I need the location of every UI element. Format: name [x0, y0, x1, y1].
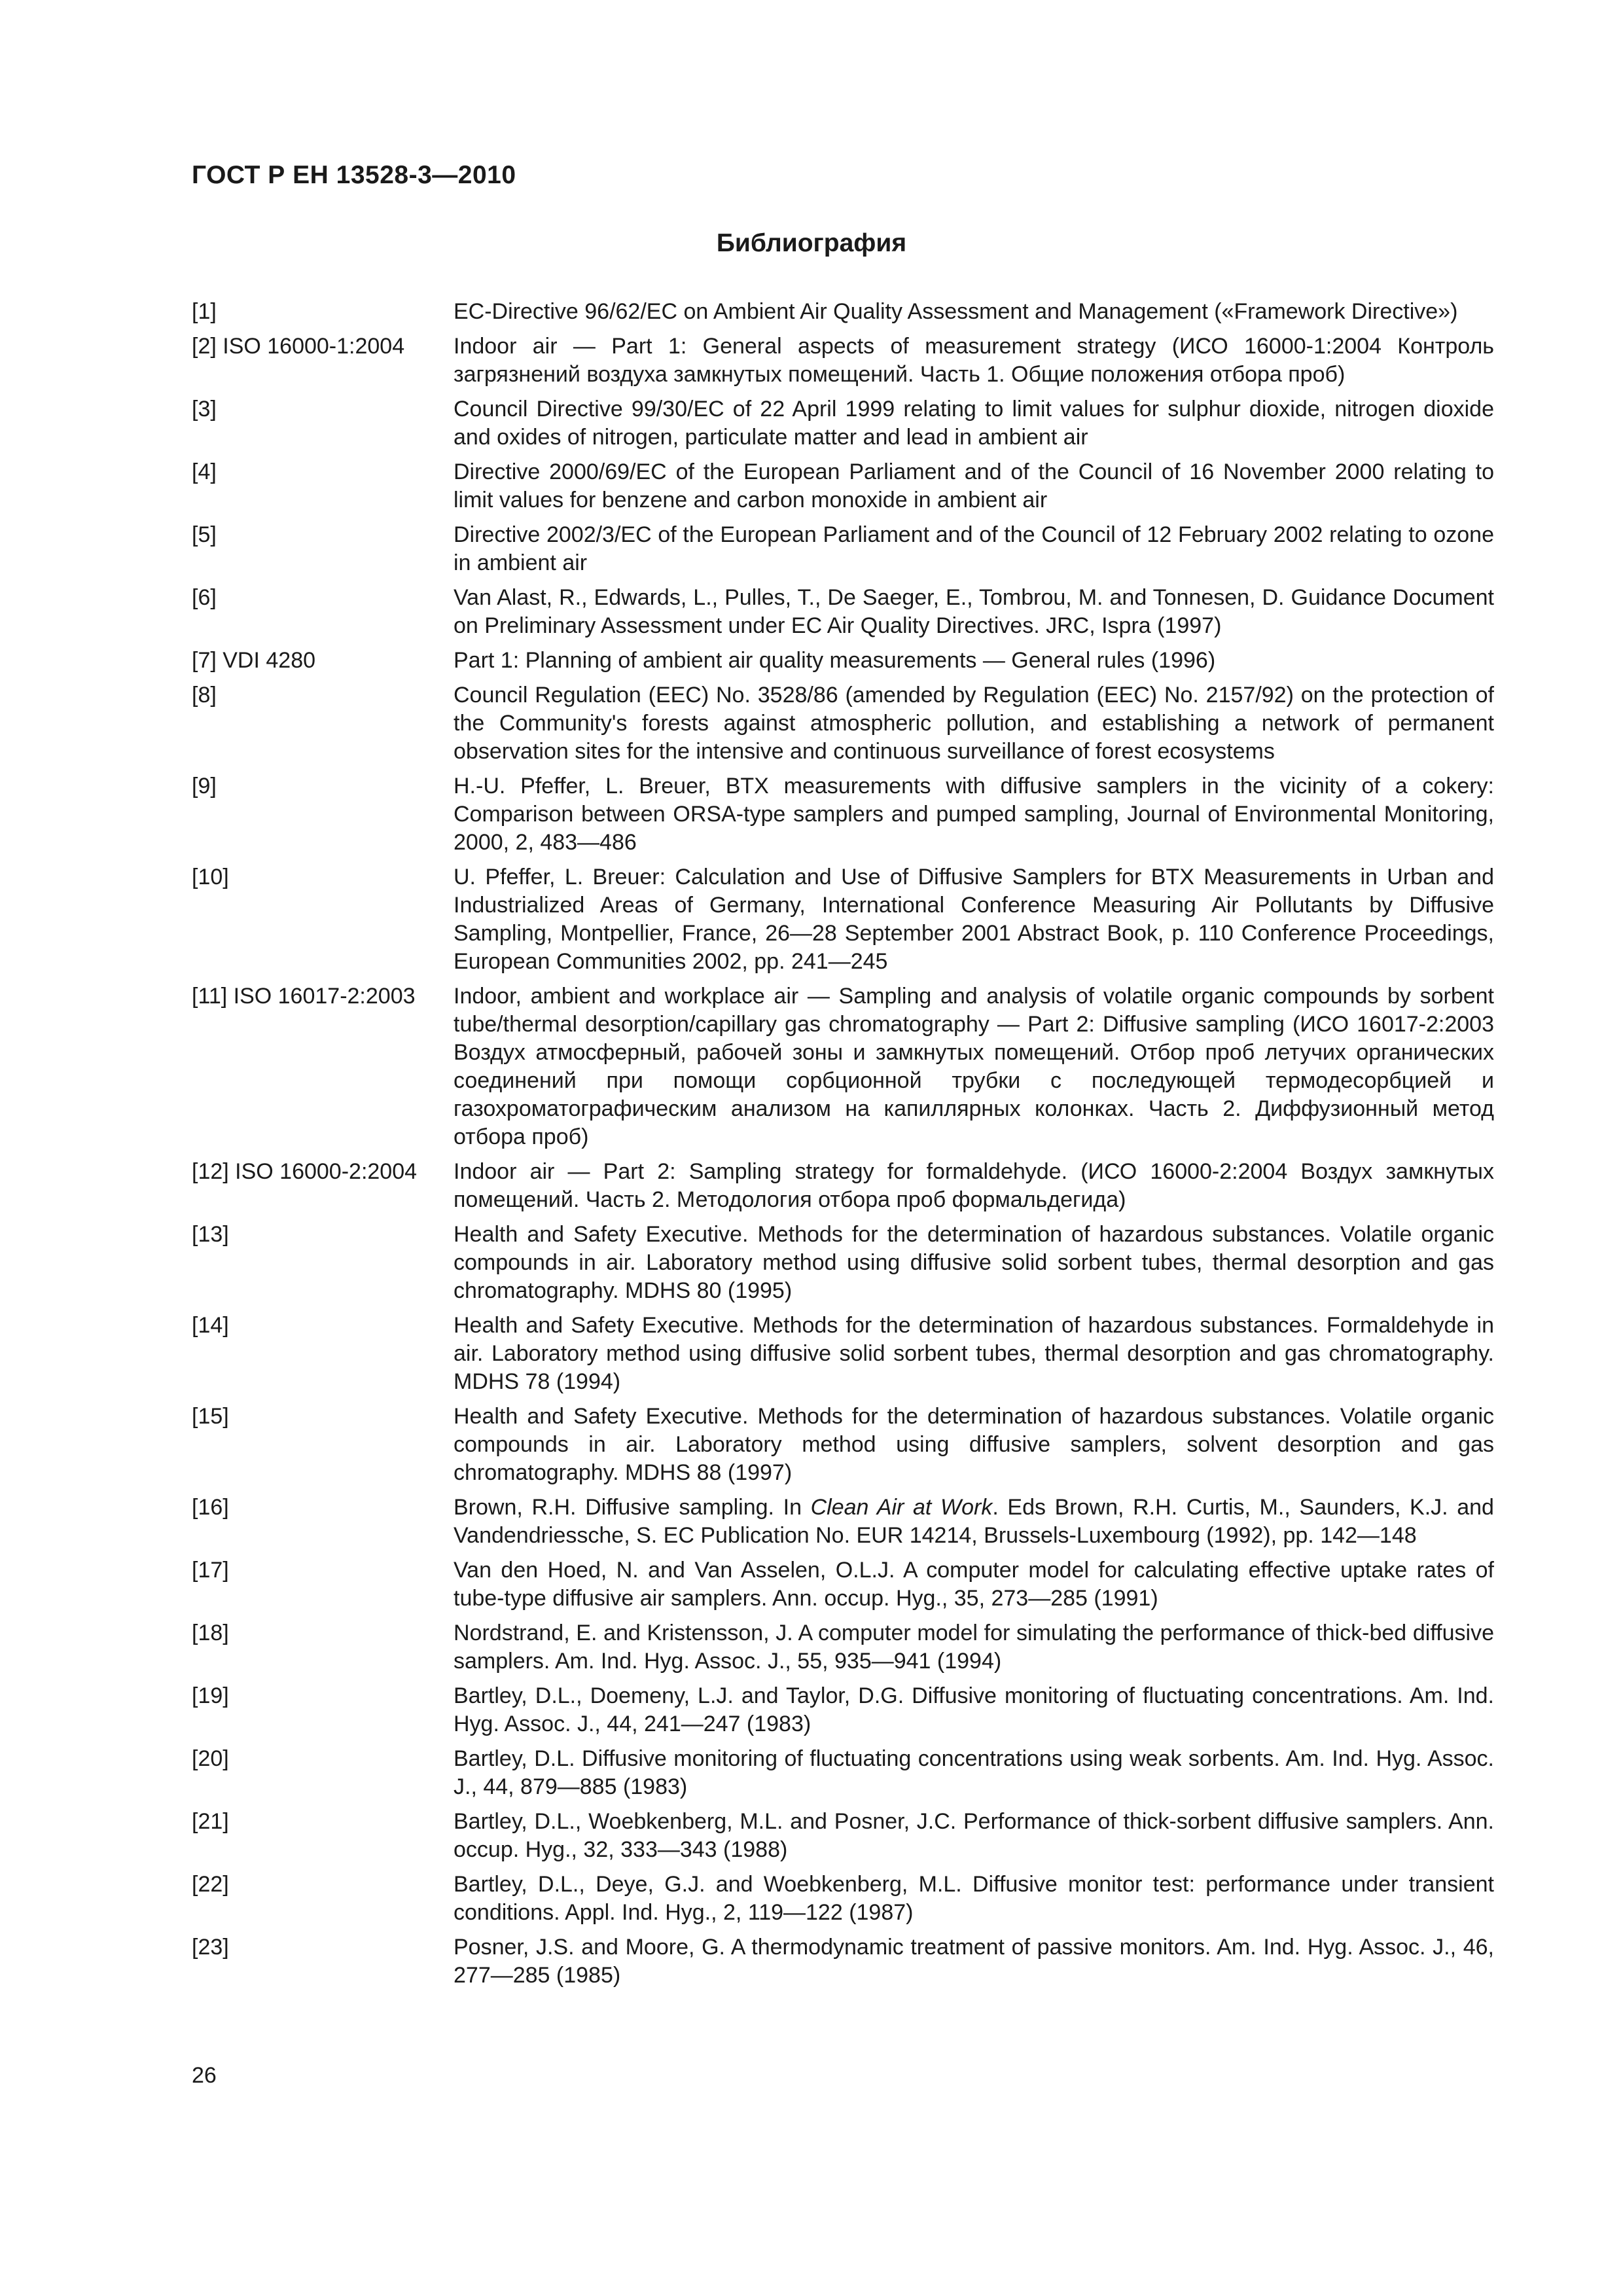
reference-key: [23]: [192, 1935, 229, 1960]
reference-item: [192, 1682, 1494, 1738]
reference-item: [192, 332, 1494, 389]
reference-text: [454, 1494, 1494, 1550]
reference-item: [192, 1221, 1494, 1305]
reference-text: Directive 2002/3/EC of the European Parliament and of the Council of 12 February 2002 relating to ozone in ambient air: [454, 522, 1494, 575]
reference-key: [12] ISO 16000-2:2004: [192, 1159, 418, 1184]
reference-item: [192, 458, 1494, 514]
reference-text: Indoor air — Part 2: Sampling strategy for formaldehyde. (ИСО 16000-2:2004 Воздух замкнутых помещений. Часть 2. Методология отбора проб формальдегида): [454, 1159, 1494, 1212]
reference-key: [19]: [192, 1683, 229, 1708]
reference-item: [192, 647, 1494, 675]
reference-item: [192, 1933, 1494, 1990]
reference-key: [8]: [192, 683, 217, 708]
reference-item: [192, 1403, 1494, 1487]
reference-list: [192, 298, 1494, 1996]
document-code: ГОСТ Р ЕН 13528-3—2010: [192, 161, 516, 189]
reference-italic-title: Clean Air at Work: [810, 1495, 993, 1520]
reference-item: [192, 1619, 1494, 1676]
reference-item: [192, 521, 1494, 577]
reference-text: Indoor, ambient and workplace air — Sampling and analysis of volatile organic compounds by sorbent tube/thermal desorption/capillary gas chromatography — Part 2: Diffusive sampling (ИСО 16017-2:2003 Воздух атмосферный, рабочей зоны и замкнутых помещений. Отбор проб летучих органических соединений при помощи сорбционной трубки с последующей термодесорбцией и газохроматографическим анализом на капиллярных колонках. Часть 2. Диффузионный метод отбора проб): [454, 984, 1494, 1149]
reference-key: [1]: [192, 299, 217, 324]
reference-text: Bartley, D.L., Deye, G.J. and Woebkenberg, M.L. Diffusive monitor test: performance under transient conditions. Appl. Ind. Hyg., 2, 119—122 (1987): [454, 1872, 1494, 1925]
reference-key: [16]: [192, 1495, 229, 1520]
reference-key: [9]: [192, 774, 217, 798]
reference-item: [192, 1158, 1494, 1214]
reference-text: Posner, J.S. and Moore, G. A thermodynamic treatment of passive monitors. Am. Ind. Hyg. Assoc. J., 46, 277—285 (1985): [454, 1935, 1494, 1988]
reference-text: Part 1: Planning of ambient air quality measurements — General rules (1996): [454, 648, 1216, 673]
reference-item: [192, 1556, 1494, 1613]
reference-key: [3]: [192, 397, 217, 422]
reference-text: U. Pfeffer, L. Breuer: Calculation and Use of Diffusive Samplers for BTX Measurements in Urban and Industrialized Areas of Germany, International Conference Measuring Air Pollutants by Diffusive Sampling, Montpellier, France, 26—28 September 2001 Abstract Book, p. 110 Conference Proceedings, European Communities 2002, pp. 241—245: [454, 865, 1494, 974]
page-number: 26: [192, 2063, 217, 2088]
reference-item: [192, 681, 1494, 766]
reference-text: Bartley, D.L., Doemeny, L.J. and Taylor, D.G. Diffusive monitoring of fluctuating concentrations. Am. Ind. Hyg. Assoc. J., 44, 241—247 (1983): [454, 1683, 1494, 1736]
reference-text: Health and Safety Executive. Methods for the determination of hazardous substances. Volatile organic compounds in air. Laboratory method using diffusive solid sorbent tubes, thermal desorption and gas chromatography. MDHS 80 (1995): [454, 1222, 1494, 1303]
reference-key: [22]: [192, 1872, 229, 1897]
reference-text: EC-Directive 96/62/EC on Ambient Air Quality Assessment and Management («Framework Directive»): [454, 299, 1458, 324]
reference-text: Health and Safety Executive. Methods for the determination of hazardous substances. Volatile organic compounds in air. Laboratory method using diffusive samplers, solvent desorption and gas chromatography. MDHS 88 (1997): [454, 1404, 1494, 1485]
reference-key: [20]: [192, 1746, 229, 1771]
section-title: Библиография: [716, 229, 907, 257]
reference-item: [192, 863, 1494, 976]
reference-text-part: Brown, R.H. Diffusive sampling. In: [454, 1495, 811, 1520]
reference-key: [5]: [192, 522, 217, 547]
reference-item: [192, 772, 1494, 857]
reference-item: [192, 1494, 1494, 1550]
reference-text: Council Directive 99/30/EC of 22 April 1999 relating to limit values for sulphur dioxide, nitrogen dioxide and oxides of nitrogen, particulate matter and lead in ambient air: [454, 397, 1494, 450]
reference-key: [7] VDI 4280: [192, 648, 316, 673]
reference-key: [18]: [192, 1621, 229, 1645]
reference-key: [17]: [192, 1558, 229, 1583]
reference-text-part: . Eds Brown, R.H. Curtis, M., Saunders, K.J. and Vandendriessche, S. EC Publication No. EUR 14214, Brussels-Luxembourg (1992), pp. 142—148: [454, 1495, 1494, 1548]
reference-key: [13]: [192, 1222, 229, 1247]
reference-key: [14]: [192, 1313, 229, 1338]
reference-text: H.-U. Pfeffer, L. Breuer, BTX measurements with diffusive samplers in the vicinity of a cokery: Comparison between ORSA-type samplers and pumped sampling, Journal of Environmental Monitoring, 2000, 2, 483—486: [454, 774, 1494, 855]
reference-item: [192, 1871, 1494, 1927]
reference-text: Bartley, D.L. Diffusive monitoring of fluctuating concentrations using weak sorbents. Am. Ind. Hyg. Assoc. J., 44, 879—885 (1983): [454, 1746, 1494, 1799]
reference-key: [11] ISO 16017-2:2003: [192, 984, 416, 1009]
reference-key: [21]: [192, 1809, 229, 1834]
reference-key: [15]: [192, 1404, 229, 1429]
reference-item: [192, 1808, 1494, 1864]
reference-text: Van den Hoed, N. and Van Asselen, O.L.J. A computer model for calculating effective uptake rates of tube-type diffusive air samplers. Ann. occup. Hyg., 35, 273—285 (1991): [454, 1558, 1494, 1611]
reference-text: Nordstrand, E. and Kristensson, J. A computer model for simulating the performance of thick-bed diffusive samplers. Am. Ind. Hyg. Assoc. J., 55, 935—941 (1994): [454, 1621, 1494, 1674]
reference-text: Bartley, D.L., Woebkenberg, M.L. and Posner, J.C. Performance of thick-sorbent diffusive samplers. Ann. occup. Hyg., 32, 333—343 (1988): [454, 1809, 1494, 1862]
reference-item: [192, 584, 1494, 640]
reference-text: Van Alast, R., Edwards, L., Pulles, T., De Saeger, E., Tombrou, M. and Tonnesen, D. Guidance Document on Preliminary Assessment under EC Air Quality Directives. JRC, Ispra (1997): [454, 585, 1494, 638]
reference-key: [6]: [192, 585, 217, 610]
reference-item: [192, 1745, 1494, 1801]
reference-key: [10]: [192, 865, 229, 889]
reference-text: Directive 2000/69/EC of the European Parliament and of the Council of 16 November 2000 relating to limit values for benzene and carbon monoxide in ambient air: [454, 459, 1494, 512]
reference-key: [4]: [192, 459, 217, 484]
reference-item: [192, 982, 1494, 1151]
reference-item: [192, 395, 1494, 452]
reference-text: Council Regulation (EEC) No. 3528/86 (amended by Regulation (EEC) No. 2157/92) on the protection of the Community's forests against atmospheric pollution, and establishing a network of permanent observation sites for the intensive and continuous surveillance of forest ecosystems: [454, 683, 1494, 764]
reference-text: Health and Safety Executive. Methods for the determination of hazardous substances. Formaldehyde in air. Laboratory method using diffusive solid sorbent tubes, thermal desorption and gas chromatography. MDHS 78 (1994): [454, 1313, 1494, 1394]
reference-key: [2] ISO 16000-1:2004: [192, 334, 405, 359]
reference-item: [192, 298, 1494, 326]
reference-item: [192, 1312, 1494, 1396]
reference-text: Indoor air — Part 1: General aspects of measurement strategy (ИСО 16000-1:2004 Контроль загрязнений воздуха замкнутых помещений. Часть 1. Общие положения отбора проб): [454, 334, 1494, 387]
